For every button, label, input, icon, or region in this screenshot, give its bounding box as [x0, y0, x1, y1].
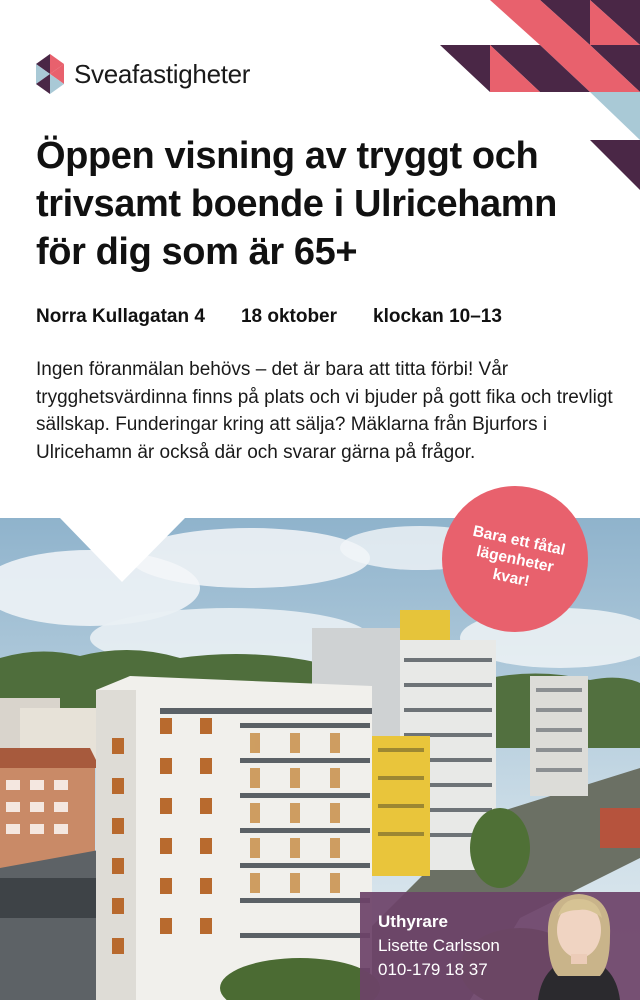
body-text: Ingen föranmälan behövs – det är bara att titta förbi! Vår trygghetsvärdinna finns på plats och vi bjuder på gott fika och trevligt sällskap. Funderingar kring att sälja? Mäklarna från Bjurfors i Ulricehamn är också där och svarar gärna på frågor. [36, 359, 613, 463]
event-date: 18 oktober [240, 306, 338, 327]
headline-line-3: för dig som är 65+ [36, 231, 358, 273]
event-time: klockan 10–13 [373, 306, 502, 327]
contact-name: Lisette Carlsson [378, 936, 500, 955]
event-address: Norra Kullagatan 4 [36, 306, 205, 327]
contact-portrait [518, 892, 640, 1000]
headline-line-1: Öppen visning av tryggt och [36, 135, 539, 177]
contact-details [378, 910, 500, 982]
event-details [36, 306, 502, 328]
headline [36, 132, 596, 276]
badge-text: Bara ett fåtal lägenheter kvar! [471, 522, 567, 590]
contact-role: Uthyrare [378, 912, 448, 931]
brand-name: Sveafastigheter [74, 58, 251, 89]
headline-line-2: trivsamt boende i Ulricehamn [36, 183, 557, 225]
house-logo-icon [36, 54, 64, 94]
availability-badge [442, 486, 588, 632]
contact-phone[interactable]: 010-179 18 37 [378, 960, 488, 979]
brand-logo [36, 54, 250, 94]
contact-panel [360, 892, 640, 1000]
